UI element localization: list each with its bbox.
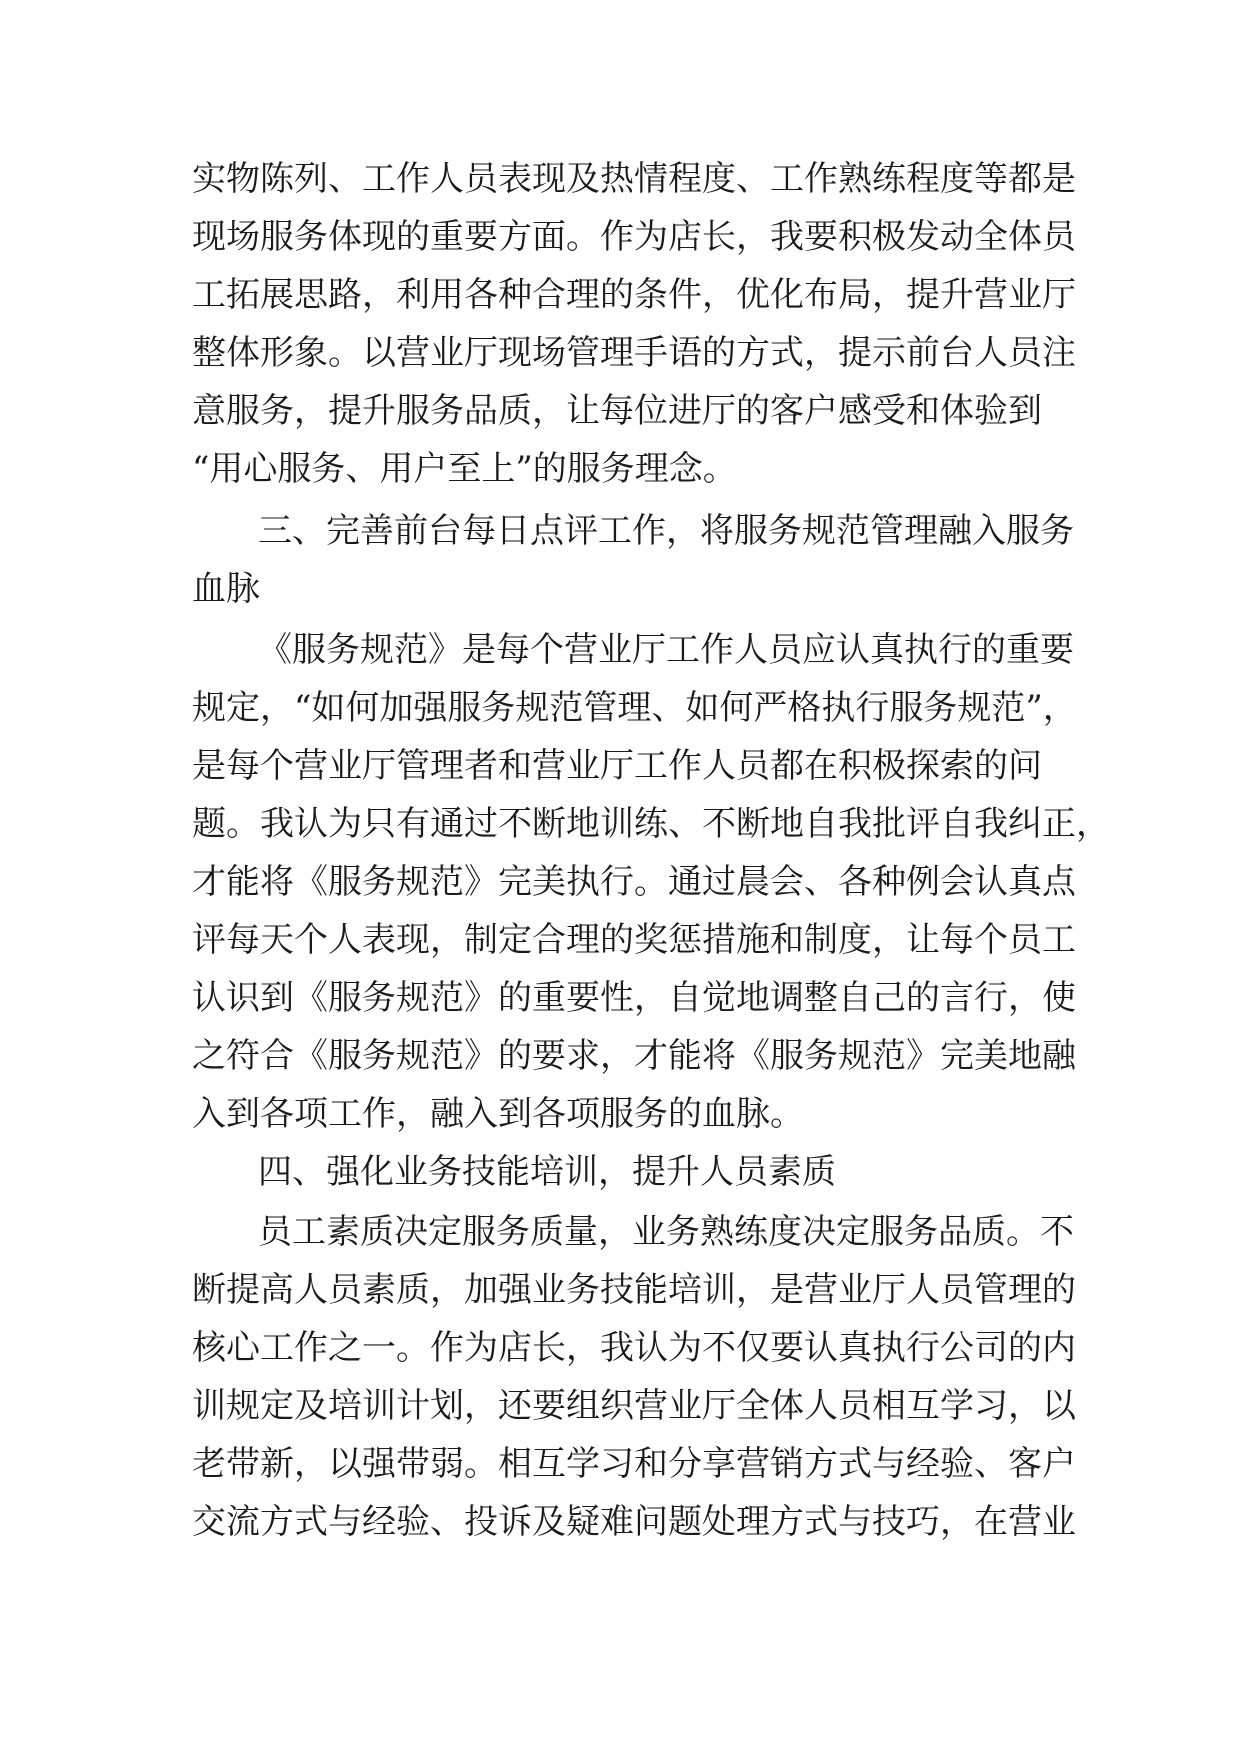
text-line: 《服务规范》是每个营业厅工作人员应认真执行的重要 [258,630,1074,670]
text-line: 断提高人员素质，加强业务技能培训，是营业厅人员管理的 [192,1270,1076,1310]
text-line: 才能将《服务规范》完美执行。通过晨会、各种例会认真点 [192,862,1076,902]
text-line: 训规定及培训计划，还要组织营业厅全体人员相互学习，以 [192,1386,1076,1426]
text-line: 意服务，提升服务品质，让每位进厅的客户感受和体验到 [192,391,1042,431]
section-heading: 三、完善前台每日点评工作，将服务规范管理融入服务 [258,511,1074,551]
section-heading-continued: 血脉 [192,569,260,609]
text-line: “用心服务、用户至上”的服务理念。 [192,449,737,489]
text-line: 实物陈列、工作人员表现及热情程度、工作熟练程度等都是 [192,159,1076,199]
text-line: 题。我认为只有通过不断地训练、不断地自我批评自我纠正， [192,804,1110,844]
text-line: 老带新，以强带弱。相互学习和分享营销方式与经验、客户 [192,1444,1076,1484]
text-line: 之符合《服务规范》的要求，才能将《服务规范》完美地融 [192,1036,1076,1076]
text-line: 工拓展思路，利用各种合理的条件，优化布局，提升营业厅 [192,275,1076,315]
text-line: 规定，“如何加强服务规范管理、如何严格执行服务规范”， [192,688,1077,728]
text-line: 员工素质决定服务质量，业务熟练度决定服务品质。不 [258,1212,1074,1252]
text-line: 入到各项工作，融入到各项服务的血脉。 [192,1094,804,1134]
text-line: 核心工作之一。作为店长，我认为不仅要认真执行公司的内 [192,1328,1076,1368]
text-line: 交流方式与经验、投诉及疑难问题处理方式与技巧，在营业 [192,1502,1076,1542]
text-line: 整体形象。以营业厅现场管理手语的方式，提示前台人员注 [192,333,1076,373]
text-line: 现场服务体现的重要方面。作为店长，我要积极发动全体员 [192,217,1076,257]
text-line: 认识到《服务规范》的重要性，自觉地调整自己的言行，使 [192,978,1076,1018]
section-heading: 四、强化业务技能培训，提升人员素质 [258,1152,836,1192]
text-line: 评每天个人表现，制定合理的奖惩措施和制度，让每个员工 [192,920,1076,960]
text-line: 是每个营业厅管理者和营业厅工作人员都在积极探索的问 [192,746,1042,786]
